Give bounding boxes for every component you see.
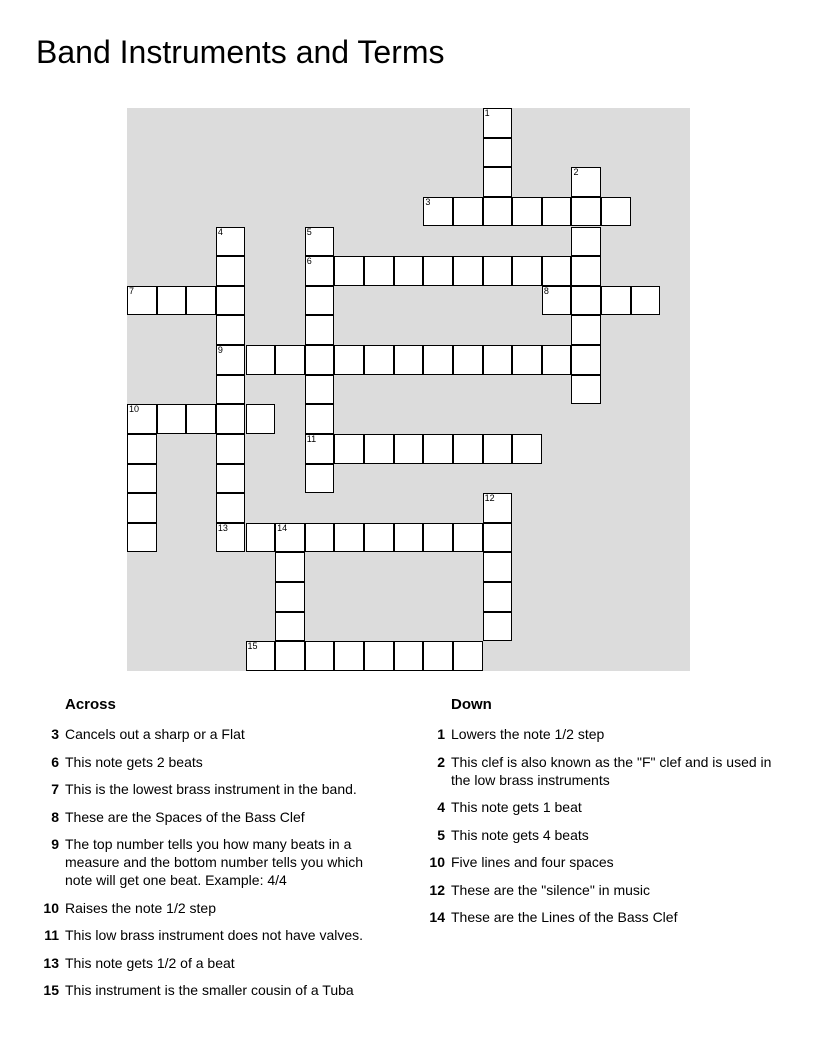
clue-number: 1 [437, 726, 445, 742]
grid-cell[interactable] [246, 523, 276, 553]
grid-cell[interactable] [453, 434, 483, 464]
cell-number: 10 [129, 404, 140, 415]
cell-number: 2 [573, 167, 579, 178]
grid-cell[interactable] [483, 138, 513, 168]
grid-cell[interactable] [127, 286, 157, 316]
clue-text: This note gets 1/2 of a beat [65, 954, 235, 971]
grid-cell[interactable] [216, 227, 246, 257]
grid-cell[interactable] [216, 404, 246, 434]
grid-cell[interactable] [157, 286, 187, 316]
grid-cell[interactable] [394, 523, 424, 553]
grid-cell[interactable] [483, 345, 513, 375]
grid-cell[interactable] [305, 375, 335, 405]
grid-cell[interactable] [305, 286, 335, 316]
cell-number: 7 [129, 285, 135, 296]
grid-cell[interactable] [246, 404, 276, 434]
down-clue [424, 908, 784, 926]
grid-cell[interactable] [483, 552, 513, 582]
grid-cell[interactable] [453, 256, 483, 286]
across-clues [38, 696, 388, 1009]
across-clue [38, 808, 388, 826]
grid-cell[interactable] [601, 197, 631, 227]
grid-cell[interactable] [216, 345, 246, 375]
grid-cell[interactable] [246, 641, 276, 671]
down-clue [424, 853, 784, 871]
grid-cell[interactable] [216, 434, 246, 464]
grid-cell[interactable] [275, 552, 305, 582]
grid-cell[interactable] [453, 641, 483, 671]
across-clue [38, 835, 388, 889]
grid-cell[interactable] [334, 345, 364, 375]
grid-cell[interactable] [305, 641, 335, 671]
grid-cell[interactable] [423, 197, 453, 227]
cell-number: 5 [306, 226, 312, 237]
cell-number: 8 [543, 285, 549, 296]
grid-cell[interactable] [483, 582, 513, 612]
grid-cell[interactable] [394, 434, 424, 464]
down-heading: Down [451, 696, 492, 713]
cell-number: 15 [247, 641, 258, 652]
grid-cell[interactable] [127, 493, 157, 523]
grid-cell[interactable] [571, 167, 601, 197]
clue-number: 5 [437, 826, 445, 843]
across-clue [38, 981, 388, 999]
grid-cell[interactable] [364, 523, 394, 553]
grid-cell[interactable] [275, 582, 305, 612]
grid-cell[interactable] [334, 641, 364, 671]
clue-text: Five lines and four spaces [451, 854, 614, 870]
grid-cell[interactable] [483, 197, 513, 227]
clue-text: These are the Lines of the Bass Clef [451, 909, 678, 925]
grid-cell[interactable] [364, 345, 394, 375]
grid-cell[interactable] [512, 197, 542, 227]
cell-number: 3 [425, 196, 431, 207]
across-clue [38, 780, 388, 798]
clue-number: 10 [429, 854, 445, 870]
down-clue-list [424, 725, 784, 926]
grid-cell[interactable] [216, 523, 246, 553]
grid-cell[interactable] [275, 523, 305, 553]
grid-cell[interactable] [127, 523, 157, 553]
clue-number: 13 [43, 954, 59, 971]
clue-number: 11 [44, 927, 59, 943]
grid-cell[interactable] [571, 227, 601, 257]
clue-number: 2 [437, 753, 445, 770]
grid-cell[interactable] [127, 464, 157, 494]
down-clue [424, 826, 784, 844]
grid-cell[interactable] [423, 434, 453, 464]
grid-cell[interactable] [512, 434, 542, 464]
cell-number: 14 [277, 522, 288, 533]
grid-cell[interactable] [453, 523, 483, 553]
clue-number: 9 [51, 836, 59, 852]
grid-cell[interactable] [512, 256, 542, 286]
grid-cell[interactable] [483, 493, 513, 523]
clue-text: The top number tells you how many beats in a measure and the bottom number tells you which note will get one beat. Example: 4/4 [65, 836, 364, 888]
grid-cell[interactable] [571, 286, 601, 316]
clue-number: 8 [51, 808, 59, 825]
grid-cell[interactable] [127, 434, 157, 464]
grid-cell[interactable] [453, 197, 483, 227]
page-title: Band Instruments and Terms [36, 34, 445, 70]
grid-cell[interactable] [423, 641, 453, 671]
grid-cell[interactable] [542, 256, 572, 286]
grid-cell[interactable] [512, 345, 542, 375]
clue-number: 14 [429, 909, 445, 925]
grid-cell[interactable] [423, 523, 453, 553]
grid-cell[interactable] [216, 315, 246, 345]
clue-text: These are the Spaces of the Bass Clef [65, 808, 305, 825]
grid-cell[interactable] [542, 286, 572, 316]
clue-number: 4 [437, 799, 445, 815]
across-clue [38, 725, 388, 743]
grid-cell[interactable] [423, 256, 453, 286]
across-heading: Across [65, 696, 116, 713]
grid-cell[interactable] [483, 523, 513, 553]
clue-text: This low brass instrument does not have valves. [65, 927, 364, 943]
down-clue [424, 881, 784, 899]
grid-cell[interactable] [186, 404, 216, 434]
grid-cell[interactable] [571, 256, 601, 286]
grid-cell[interactable] [394, 345, 424, 375]
grid-cell[interactable] [483, 108, 513, 138]
grid-cell[interactable] [394, 256, 424, 286]
grid-cell[interactable] [334, 434, 364, 464]
down-clue [424, 725, 784, 743]
grid-cell[interactable] [364, 256, 394, 286]
grid-cell[interactable] [571, 345, 601, 375]
grid-cell[interactable] [571, 197, 601, 227]
grid-cell[interactable] [631, 286, 661, 316]
grid-cell[interactable] [305, 434, 335, 464]
grid-cell[interactable] [394, 641, 424, 671]
grid-cell[interactable] [216, 464, 246, 494]
grid-cell[interactable] [157, 404, 187, 434]
across-clue [38, 753, 388, 771]
grid-cell[interactable] [542, 197, 572, 227]
grid-cell[interactable] [305, 404, 335, 434]
cell-number: 9 [217, 345, 223, 356]
grid-cell[interactable] [453, 345, 483, 375]
grid-cell[interactable] [364, 641, 394, 671]
clue-number: 3 [51, 726, 59, 742]
clue-text: This clef is also known as the "F" clef and is used in the low brass instruments [451, 753, 772, 788]
down-clue [424, 753, 784, 789]
clue-text: This is the lowest brass instrument in the band. [65, 781, 357, 797]
grid-cell[interactable] [423, 345, 453, 375]
grid-cell[interactable] [483, 167, 513, 197]
down-clue [424, 798, 784, 816]
clue-text: This note gets 4 beats [451, 826, 589, 843]
grid-cell[interactable] [216, 256, 246, 286]
grid-cell[interactable] [127, 404, 157, 434]
clue-text: These are the "silence" in music [451, 881, 651, 898]
grid-cell[interactable] [571, 375, 601, 405]
across-clue [38, 899, 388, 917]
clue-text: Lowers the note 1/2 step [451, 726, 605, 742]
grid-cell[interactable] [334, 256, 364, 286]
grid-cell[interactable] [216, 493, 246, 523]
across-clue [38, 954, 388, 972]
down-clues [424, 696, 784, 936]
cell-number: 11 [306, 433, 317, 444]
clue-number: 6 [51, 753, 59, 770]
grid-cell[interactable] [305, 315, 335, 345]
cell-number: 1 [484, 108, 490, 118]
grid-cell[interactable] [334, 523, 364, 553]
grid-cell[interactable] [305, 256, 335, 286]
clue-text: This instrument is the smaller cousin of a Tuba [65, 982, 354, 998]
grid-cell[interactable] [601, 286, 631, 316]
clue-text: Cancels out a sharp or a Flat [65, 726, 245, 742]
clue-text: Raises the note 1/2 step [65, 899, 216, 916]
grid-cell[interactable] [542, 345, 572, 375]
crossword-grid [127, 108, 690, 671]
grid-cell[interactable] [216, 375, 246, 405]
clue-number: 12 [429, 881, 445, 898]
grid-cell[interactable] [186, 286, 216, 316]
grid-cell[interactable] [483, 256, 513, 286]
grid-cell[interactable] [275, 641, 305, 671]
cell-number: 12 [484, 493, 495, 504]
grid-cell[interactable] [305, 523, 335, 553]
grid-cell[interactable] [364, 434, 394, 464]
grid-cell[interactable] [305, 345, 335, 375]
grid-cell[interactable] [483, 434, 513, 464]
grid-cell[interactable] [275, 612, 305, 642]
grid-cell[interactable] [275, 345, 305, 375]
grid-cell[interactable] [305, 227, 335, 257]
cell-number: 6 [306, 256, 312, 267]
grid-cell[interactable] [571, 315, 601, 345]
cell-number: 4 [217, 226, 223, 237]
clue-number: 10 [43, 899, 59, 916]
across-clue-list [38, 725, 388, 999]
grid-cell[interactable] [246, 345, 276, 375]
across-clue [38, 926, 388, 944]
clue-text: This note gets 1 beat [451, 799, 582, 815]
grid-cell[interactable] [483, 612, 513, 642]
clue-number: 15 [43, 982, 59, 998]
grid-cell[interactable] [216, 286, 246, 316]
grid-cell[interactable] [305, 464, 335, 494]
cell-number: 13 [217, 522, 228, 533]
clue-text: This note gets 2 beats [65, 753, 203, 770]
clue-number: 7 [51, 781, 59, 797]
